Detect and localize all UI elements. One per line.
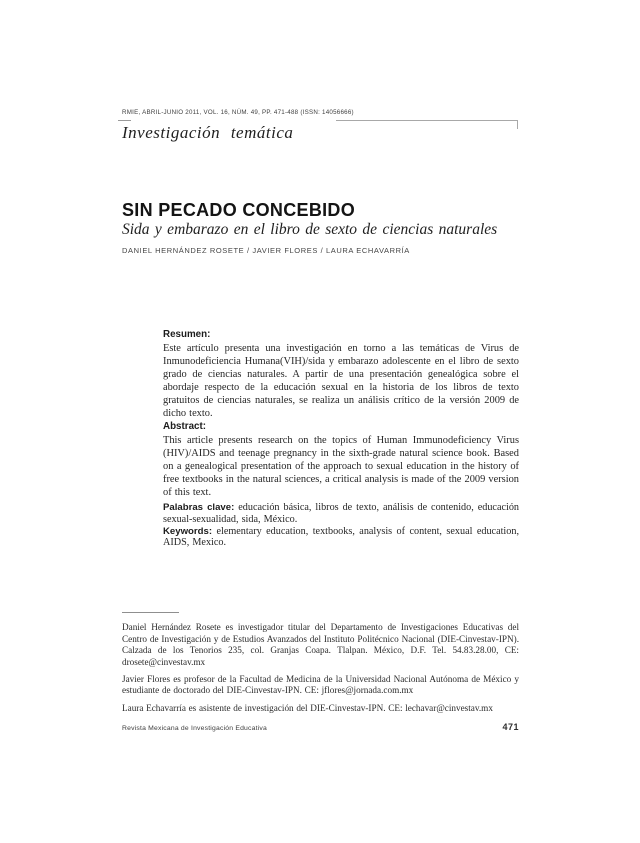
resumen-text: Este artículo presenta una investigación en torno a las temáticas de Virus de Inmunodeficiencia Humana(VIH)/sida y embarazo adolescente en el libro de sexto grado de ciencias naturales. A partir de una presentación genealógica sobre el abordaje respecto de la educación sexual en la historia de los libros de texto gratuitos de ciencias naturales, se realiza un análisis crítico de la versión 2009 de dicho texto. xyxy=(163,343,519,419)
page-number: 471 xyxy=(502,722,519,732)
article-subtitle: Sida y embarazo en el libro de sexto de ciencias naturales xyxy=(122,221,498,238)
abstract-text: This article presents research on the topics of Human Immunodeficiency Virus (HIV)/AIDS and teenage pregnancy in the sixth-grade natural science book. Based on a genealogical presentation of the approach to sexual education in the history of free textbooks in the natural sciences, a critical analysis is made of the 2009 version of this text. xyxy=(163,435,519,498)
abstract-section xyxy=(163,421,519,499)
section-label: Investigación temática xyxy=(122,123,294,142)
resumen-section xyxy=(163,329,519,420)
footnote-separator-rule xyxy=(122,612,179,613)
palabras-clave-text: educación básica, libros de texto, análisis de contenido, educación sexual-sexualidad, sida, México. xyxy=(163,502,520,525)
keywords-section xyxy=(163,502,519,549)
article-title: SIN PECADO CONCEBIDO xyxy=(122,200,356,220)
keywords-text: elementary education, textbooks, analysis of content, sexual education, AIDS, Mexico. xyxy=(163,525,519,549)
palabras-clave-line xyxy=(163,502,519,526)
authors-line: DANIEL HERNÁNDEZ ROSETE / JAVIER FLORES / LAURA ECHAVARRÍA xyxy=(122,246,410,255)
keywords-label: Keywords: xyxy=(163,525,213,537)
footer-journal-name: Revista Mexicana de Investigación Educativa xyxy=(122,725,267,732)
abstract-label: Abstract: xyxy=(163,421,207,432)
page-footer xyxy=(122,722,519,732)
palabras-clave-label: Palabras clave: xyxy=(163,502,235,513)
keywords-line xyxy=(163,526,519,550)
journal-header-line: RMIE, ABRIL-JUNIO 2011, VOL. 16, NÚM. 49, PP. 471-488 (ISSN: 14056666) xyxy=(122,109,354,116)
resumen-label: Resumen: xyxy=(163,329,211,340)
footnote-author-2: Javier Flores es profesor de la Facultad de Medicina de la Universidad Nacional Autónoma de México y estudiante de doctorado del DIE-Cinvestav-IPN. CE: jflores@jornada.com.mx xyxy=(122,673,519,696)
header-left-dash xyxy=(118,120,131,121)
footnote-author-1: Daniel Hernández Rosete es investigador titular del Departamento de Investigaciones Educativas del Centro de Investigación y de Estudios Avanzados del Instituto Politécnico Nacional (DIE-Cinvestav-IPN). Calzada de los Tenorios 235, col. Granjas Coapa. Tlalpan. México, D.F. Tel. 54.83.28.00, CE: drosete@cinvestav.mx xyxy=(122,622,519,667)
footnotes-block xyxy=(122,622,519,720)
header-rule xyxy=(336,120,518,129)
footnote-author-3: Laura Echavarría es asistente de investigación del DIE-Cinvestav-IPN. CE: lechavar@cinvestav.mx xyxy=(122,702,493,713)
